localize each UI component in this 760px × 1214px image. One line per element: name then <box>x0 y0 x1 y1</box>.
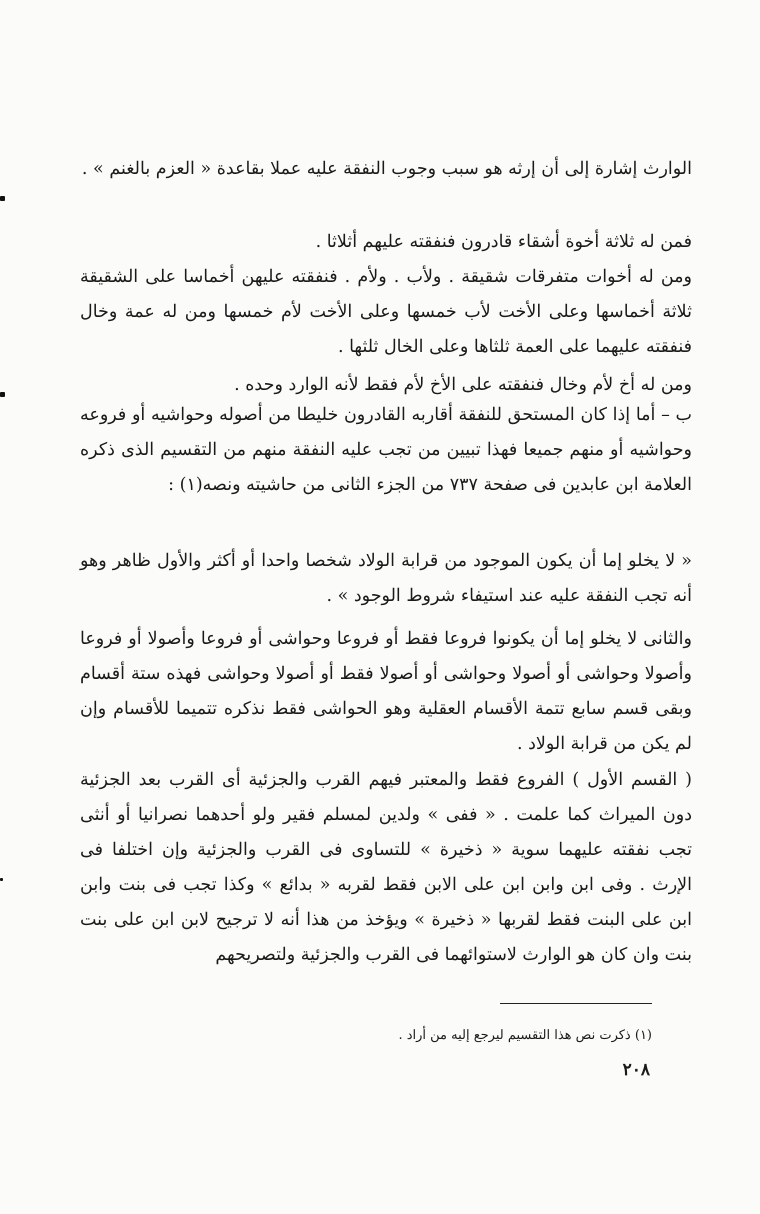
paragraph-section-b: ب – أما إذا كان المستحق للنفقة أقاربه القادرون خليطا من أصوله وحواشيه أو فروعه وحواشيه أو منهم جميعا فهذا تبيين من تجب عليه النفقة منهم من التقسيم الذى ذكره العلامة ابن عابدين فى صفحة ٧٣٧ من الجزء الثانى من حاشيته ونصه(١) : <box>80 405 692 495</box>
scan-edge-mark <box>0 196 5 201</box>
page-number: ٢٠٨ <box>622 1060 650 1080</box>
footnote: (١) ذكرت نص هذا التقسيم ليرجع إليه من أراد . <box>398 1028 652 1043</box>
paragraph-first-section: ( القسم الأول ) الفروع فقط والمعتبر فيهم القرب والجزئية أى القرب بعد الجزئية دون الميراث كما علمت . « ففى » ولدين لمسلم فقير ولو أحدهما نصرانيا أو أنثى تجب نفقته عليهما سوية « ذخيرة » للتساوى فى القرب والجزئية وإن اختلفا فى الإرث . وفى ابن وابن ابن على الابن فقط لقربه « بدائع » وكذا تجب فى بنت وابن ابن على البنت فقط لقربها « ذخيرة » ويؤخذ من هذا أنه لا ترجيح لابن ابن على بنت بنت وان كان هو الوارث لاستوائهما فى القرب والجزئية ولتصريحهم <box>80 770 692 965</box>
paragraph-inheritance-rule: الوارث إشارة إلى أن إرثه هو سبب وجوب النفقة عليه عملا بقاعدة « العزم بالغنم » . <box>81 159 692 179</box>
paragraph-full-brothers: فمن له ثلاثة أخوة أشقاء قادرون فنفقته عليهم أثلاثا . <box>315 232 692 252</box>
footnote-divider <box>500 1003 652 1004</box>
paragraph-quote-single: « لا يخلو إما أن يكون الموجود من قرابة الولاد شخصا واحدا أو أكثر والأول ظاهر وهو أنه تجب النفقة عليه عند استيفاء شروط الوجود » . <box>80 551 692 606</box>
paragraph-maternal-brother: ومن له أخ لأم وخال فنفقته على الأخ لأم فقط لأنه الوارد وحده . <box>234 375 692 395</box>
paragraph-mixed-sisters: ومن له أخوات متفرقات شقيقة . ولأب . ولأم . فنفقته عليهن أخماسا على الشقيقة ثلاثة أخماسها وعلى الأخت لأب خمسها وعلى الأخت لأم خمسها ومن له عمة وخال فنفقته عليهما على العمة ثلثاها وعلى الخال ثلثها . <box>80 267 692 357</box>
scan-edge-mark <box>0 392 5 397</box>
scan-edge-mark <box>0 878 3 881</box>
paragraph-second-case: والثانى لا يخلو إما أن يكونوا فروعا فقط أو فروعا وحواشى أو فروعا وأصولا أو فروعا وأصولا وحواشى أو أصولا وحواشى أو أصولا فقط أو أصولا وحواشى فهذه ستة أقسام وبقى قسم سابع تتمة الأقسام العقلية وهو الحواشى فقط نذكره تتميما للأقسام وإن لم يكن من قرابة الولاد . <box>80 629 692 754</box>
